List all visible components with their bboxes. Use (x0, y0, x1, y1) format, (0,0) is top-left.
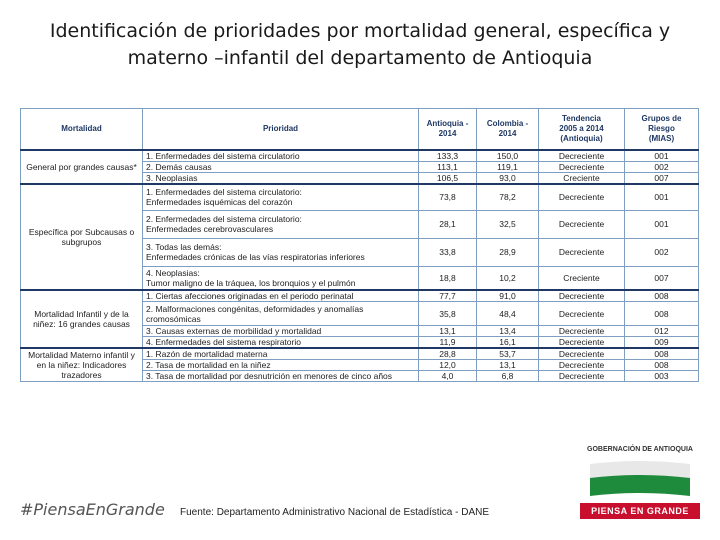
antioquia-cell: 4,0 (419, 371, 477, 382)
colombia-cell: 6,8 (477, 371, 539, 382)
colombia-cell: 28,9 (477, 238, 539, 266)
logo-text: GOBERNACIÓN DE ANTIOQUIA (587, 446, 693, 453)
colombia-cell: 91,0 (477, 290, 539, 302)
header-colombia: Colombia - 2014 (477, 109, 539, 151)
priority-line-2: Enfermedades cerebrovasculares (146, 224, 274, 234)
trend-cell: Decreciente (539, 184, 625, 210)
priority-line-1: 1. Enfermedades del sistema circulatorio: (146, 187, 302, 198)
piensa-en-grande-badge: PIENSA EN GRANDE (580, 503, 700, 519)
priorities-table (20, 108, 699, 382)
group-especifica: Específica por Subcausas o subgrupos (21, 184, 143, 290)
antioquia-cell: 35,8 (419, 302, 477, 326)
antioquia-cell: 77,7 (419, 290, 477, 302)
table-header-row (21, 109, 699, 151)
antioquia-cell: 28,8 (419, 348, 477, 360)
risk-cell: 008 (625, 348, 699, 360)
antioquia-cell: 11,9 (419, 337, 477, 349)
header-tendencia-2: 2005 a 2014 (559, 124, 604, 133)
trend-cell: Decreciente (539, 348, 625, 360)
priority-cell: 1. Ciertas afecciones originadas en el periodo perinatal (143, 290, 419, 302)
group-materno: Mortalidad Materno infantil y en la niñez: Indicadores trazadores (21, 348, 143, 382)
priority-cell (143, 302, 419, 326)
risk-cell: 007 (625, 266, 699, 290)
header-grupos-1: Grupos de (641, 114, 682, 123)
antioquia-cell: 18,8 (419, 266, 477, 290)
header-tendencia-3: (Antioquia) (560, 134, 603, 143)
antioquia-cell: 113,1 (419, 162, 477, 173)
colombia-cell: 10,2 (477, 266, 539, 290)
priority-cell: 4. Enfermedades del sistema respiratorio (143, 337, 419, 349)
table-row (21, 184, 699, 210)
risk-cell: 001 (625, 210, 699, 238)
risk-cell: 003 (625, 371, 699, 382)
trend-cell: Decreciente (539, 326, 625, 337)
colombia-cell: 16,1 (477, 337, 539, 349)
antioquia-cell: 133,3 (419, 150, 477, 162)
priority-cell: 2. Demás causas (143, 162, 419, 173)
group-general: General por grandes causas* (21, 150, 143, 184)
risk-cell: 008 (625, 302, 699, 326)
priority-cell (143, 184, 419, 210)
priority-line-2: Enfermedades isquémicas del corazón (146, 197, 293, 208)
priority-line-1: 2. Enfermedades del sistema circulatorio: (146, 214, 302, 224)
colombia-cell: 93,0 (477, 173, 539, 185)
antioquia-cell: 73,8 (419, 184, 477, 210)
title-line-1: Identificación de prioridades por mortalidad general, específica y (49, 20, 671, 42)
source-note: Fuente: Departamento Administrativo Nacional de Estadística - DANE (180, 507, 490, 518)
trend-cell: Decreciente (539, 150, 625, 162)
trend-cell: Decreciente (539, 210, 625, 238)
trend-cell: Creciente (539, 173, 625, 185)
priority-cell: 1. Razón de mortalidad materna (143, 348, 419, 360)
trend-cell: Decreciente (539, 337, 625, 349)
colombia-cell: 48,4 (477, 302, 539, 326)
header-grupos-2: Riesgo (648, 124, 675, 133)
risk-cell: 007 (625, 173, 699, 185)
trend-cell: Decreciente (539, 238, 625, 266)
priority-cell (143, 210, 419, 238)
antioquia-cell: 28,1 (419, 210, 477, 238)
risk-cell: 009 (625, 337, 699, 349)
priority-line-1: 4. Neoplasias: (146, 267, 200, 278)
hashtag-brand: #PiensaEnGrande (20, 500, 165, 519)
table-row (21, 150, 699, 162)
header-grupos (625, 109, 699, 151)
header-tendencia (539, 109, 625, 151)
trend-cell: Decreciente (539, 360, 625, 371)
antioquia-cell: 13,1 (419, 326, 477, 337)
antioquia-flag-icon (588, 458, 692, 498)
risk-cell: 012 (625, 326, 699, 337)
trend-cell: Creciente (539, 266, 625, 290)
priority-cell: 3. Tasa de mortalidad por desnutrición en menores de cinco años (143, 371, 419, 382)
antioquia-cell: 106,5 (419, 173, 477, 185)
antioquia-cell: 12,0 (419, 360, 477, 371)
colombia-cell: 53,7 (477, 348, 539, 360)
risk-cell: 001 (625, 150, 699, 162)
header-mortalidad: Mortalidad (21, 109, 143, 151)
priority-cell: 3. Neoplasias (143, 173, 419, 185)
trend-cell: Decreciente (539, 290, 625, 302)
priority-cell (143, 238, 419, 266)
priority-cell: 3. Causas externas de morbilidad y mortalidad (143, 326, 419, 337)
header-prioridad: Prioridad (143, 109, 419, 151)
priority-line-2: Enfermedades crónicas de las vías respiratorias inferiores (146, 252, 365, 262)
colombia-cell: 32,5 (477, 210, 539, 238)
table-row (21, 348, 699, 360)
colombia-cell: 13,1 (477, 360, 539, 371)
risk-cell: 002 (625, 238, 699, 266)
colombia-cell: 78,2 (477, 184, 539, 210)
priority-line-1: 3. Todas las demás: (146, 242, 222, 252)
priority-cell: 1. Enfermedades del sistema circulatorio (143, 150, 419, 162)
title-line-2: materno –infantil del departamento de Antioquia (127, 47, 593, 69)
priority-cell (143, 266, 419, 290)
gobernacion-logo (580, 440, 700, 530)
priority-cell: 2. Tasa de mortalidad en la niñez (143, 360, 419, 371)
antioquia-cell: 33,8 (419, 238, 477, 266)
risk-cell: 001 (625, 184, 699, 210)
trend-cell: Decreciente (539, 371, 625, 382)
risk-cell: 002 (625, 162, 699, 173)
priority-line-2: Tumor maligno de la tráquea, los bronquios y el pulmón (146, 277, 356, 288)
header-tendencia-1: Tendencia (562, 114, 601, 123)
table-row (21, 290, 699, 302)
colombia-cell: 150,0 (477, 150, 539, 162)
colombia-cell: 13,4 (477, 326, 539, 337)
header-grupos-3: (MIAS) (648, 134, 675, 143)
trend-cell: Decreciente (539, 302, 625, 326)
group-infantil: Mortalidad Infantil y de la niñez: 16 grandes causas (21, 290, 143, 348)
priority-line-2: cromosómicas (146, 313, 201, 324)
risk-cell: 008 (625, 290, 699, 302)
colombia-cell: 119,1 (477, 162, 539, 173)
priority-line-1: 2. Malformaciones congénitas, deformidades y anomalías (146, 303, 364, 314)
risk-cell: 008 (625, 360, 699, 371)
slide-title (20, 18, 700, 72)
header-antioquia: Antioquia - 2014 (419, 109, 477, 151)
trend-cell: Decreciente (539, 162, 625, 173)
